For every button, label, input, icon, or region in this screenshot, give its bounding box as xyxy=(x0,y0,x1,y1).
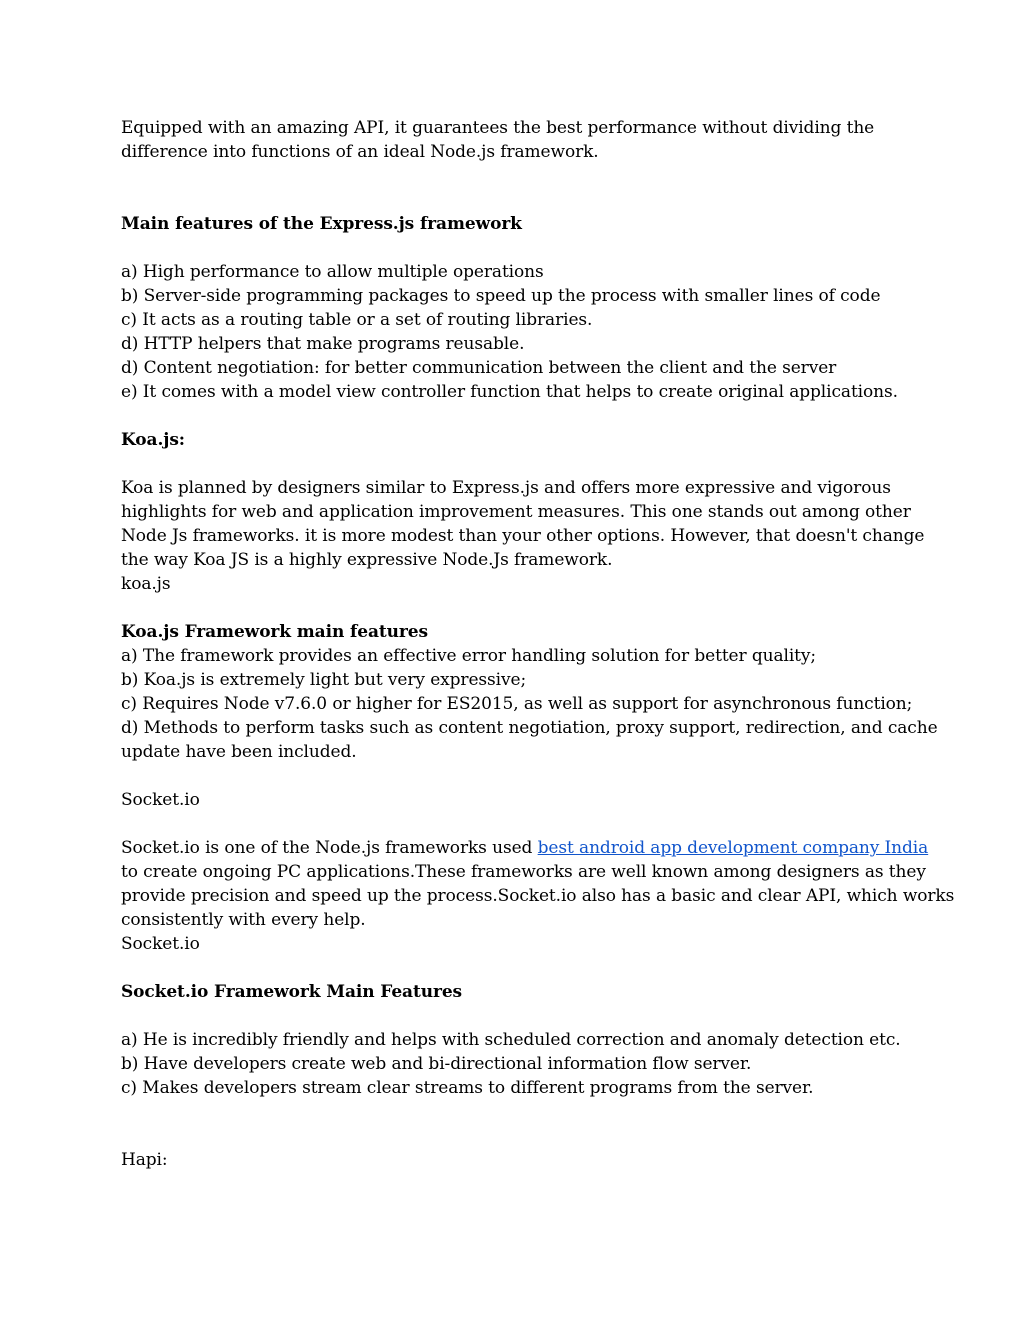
socket-heading: Socket.io xyxy=(121,790,200,810)
socket-line-text: Socket.io is one of the Node.js frameworks used xyxy=(121,838,538,858)
hapi-heading: Hapi: xyxy=(121,1150,168,1170)
koa-features-list xyxy=(121,644,938,764)
list-item: d) HTTP helpers that make programs reusable. xyxy=(121,334,525,354)
socket-line: provide precision and speed up the process.Socket.io also has a basic and clear API, which works xyxy=(121,886,955,906)
koa-heading: Koa.js: xyxy=(121,430,185,450)
koa-line: the way Koa JS is a highly expressive Node.Js framework. xyxy=(121,550,613,570)
android-company-link[interactable]: best android app development company India xyxy=(537,838,929,858)
list-item: update have been included. xyxy=(121,742,357,762)
koa-line: Node Js frameworks. it is more modest than your other options. However, that doesn't change xyxy=(121,526,925,546)
list-item: c) It acts as a routing table or a set of routing libraries. xyxy=(121,310,593,330)
socket-line: Socket.io xyxy=(121,934,200,954)
list-item: d) Content negotiation: for better communication between the client and the server xyxy=(121,358,837,378)
socket-line: to create ongoing PC applications.These frameworks are well known among designers as they xyxy=(121,862,926,882)
koa-line: koa.js xyxy=(121,574,171,594)
socket-first-line xyxy=(121,836,929,860)
list-item: a) The framework provides an effective error handling solution for better quality; xyxy=(121,646,817,666)
intro-paragraph xyxy=(121,116,911,164)
list-item: a) High performance to allow multiple operations xyxy=(121,262,544,282)
socket-paragraph xyxy=(121,836,955,956)
express-features-list xyxy=(121,260,911,404)
list-item: b) Koa.js is extremely light but very expressive; xyxy=(121,670,527,690)
koa-line: Koa is planned by designers similar to Express.js and offers more expressive and vigorous xyxy=(121,478,891,498)
list-item: a) He is incredibly friendly and helps with scheduled correction and anomaly detection etc. xyxy=(121,1030,901,1050)
list-item: c) Makes developers stream clear streams to different programs from the server. xyxy=(121,1078,814,1098)
list-item: d) Methods to perform tasks such as content negotiation, proxy support, redirection, and cache xyxy=(121,718,938,738)
list-item: b) Have developers create web and bi-directional information flow server. xyxy=(121,1054,752,1074)
intro-line: difference into functions of an ideal Node.js framework. xyxy=(121,142,599,162)
koa-paragraph xyxy=(121,476,925,596)
socket-line: consistently with every help. xyxy=(121,910,366,930)
list-item: b) Server-side programming packages to speed up the process with smaller lines of code xyxy=(121,286,881,306)
express-features-heading: Main features of the Express.js framework xyxy=(121,214,522,234)
koa-features-heading: Koa.js Framework main features xyxy=(121,622,428,642)
socket-features-list xyxy=(121,1028,911,1100)
list-item: c) Requires Node v7.6.0 or higher for ES2015, as well as support for asynchronous function; xyxy=(121,694,913,714)
koa-line: highlights for web and application improvement measures. This one stands out among other xyxy=(121,502,911,522)
intro-line: Equipped with an amazing API, it guarantees the best performance without dividing the xyxy=(121,118,875,138)
socket-features-heading: Socket.io Framework Main Features xyxy=(121,982,463,1002)
document-body xyxy=(121,116,955,1172)
list-item: e) It comes with a model view controller function that helps to create original applications. xyxy=(121,382,898,402)
